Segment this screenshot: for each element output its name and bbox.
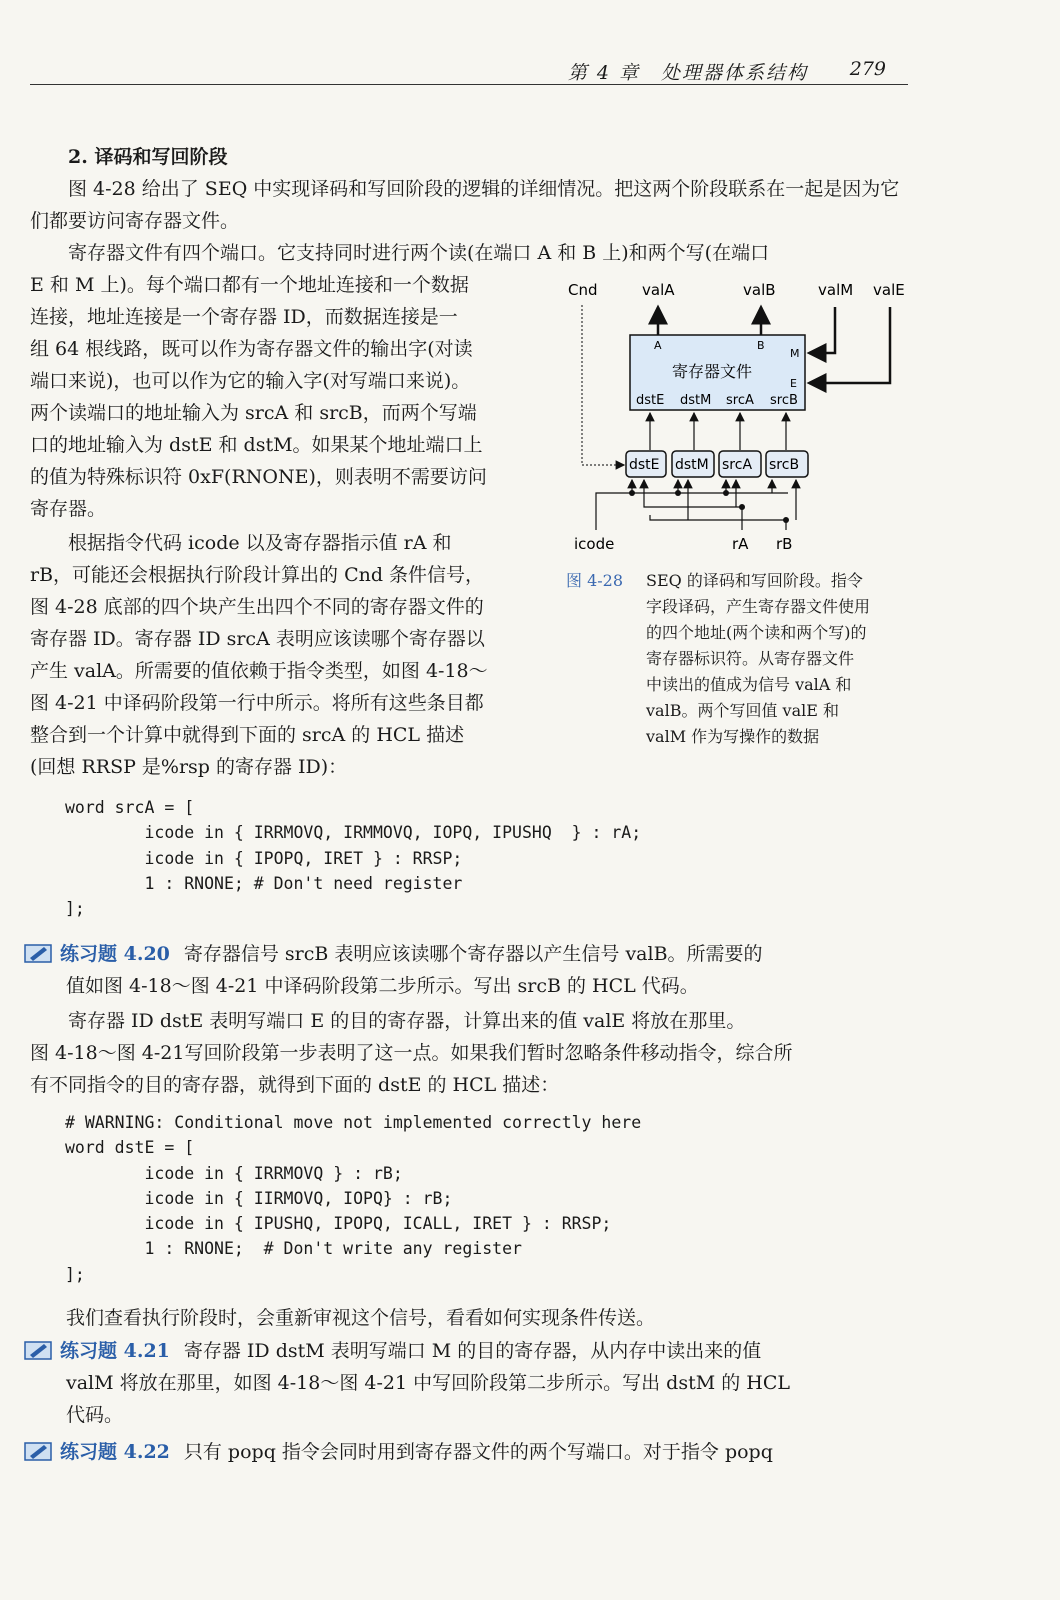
exercise-4-20: 练习题 4.20 寄存器信号 srcB 表明应该读哪个寄存器以产生信号 valB。所需要的 值如图 4-18～图 4-21 中译码阶段第二步所示。写出 srcB 的 HCL 代码。 <box>24 938 908 1002</box>
input-srca-label: srcA <box>726 393 754 408</box>
paragraph-intro: 图 4-28 给出了 SEQ 中实现译码和写回阶段的逻辑的详细情况。把这两个阶段联系在一起是因为它们都要访问寄存器文件。 <box>30 178 900 232</box>
port-a-label: A <box>654 339 662 352</box>
page-number: 279 <box>849 58 886 80</box>
block-dste-label: dstE <box>629 457 660 473</box>
block-dstm-label: dstM <box>675 457 709 473</box>
running-header <box>30 58 908 85</box>
figure-4-28 <box>560 275 920 560</box>
input-dstm-label: dstM <box>680 393 712 408</box>
paragraph-decode: 根据指令代码 icode 以及寄存器指示值 rA 和 rB，可能还会根据执行阶段计算出的 Cnd 条件信号， 图 4-28 底部的四个块产生出四个不同的寄存器文件的 寄存器 ID。寄存器 ID srcA 表明应该读哪个寄存器以 产生 valA。所需要的值依赖于指令类型，如图 4-18～ 图 4-21 中译码阶段第一行中所示。将所有这些条目都 整合到一个计算中就得到下面的 srcA 的 HCL 描述 (回想 RRSP 是%rsp 的寄存器 ID)： <box>30 532 488 778</box>
exercise-4-22: 练习题 4.22 只有 popq 指令会同时用到寄存器文件的两个写端口。对于指令 popq <box>24 1436 908 1468</box>
block-srca-label: srcA <box>722 457 753 473</box>
exercise-pencil-icon <box>24 942 52 964</box>
port-m-label: M <box>790 347 800 360</box>
paragraph-ports-line1: 寄存器文件有四个端口。它支持同时进行两个读(在端口 A 和 B 上)和两个写(在端口 <box>68 242 770 264</box>
code-srca: word srcA = [ icode in { IRRMOVQ, IRMMOVQ, IOPQ, IPUSHQ } : rA; icode in { IPOPQ, IRET } : RRSP; 1 : RNONE; # Don't need register ]; <box>65 798 642 919</box>
exercise-pencil-icon <box>24 1440 52 1462</box>
signal-valm: valM <box>818 281 854 299</box>
block-srcb-label: srcB <box>769 457 800 473</box>
paragraph-ports: E 和 M 上)。每个端口都有一个地址连接和一个数据 连接，地址连接是一个寄存器 ID，而数据连接是一 组 64 根线路，既可以作为寄存器文件的输出字(对读 端口来说)，也可以作为它的输入字(对写端口来说)。 两个读端口的地址输入为 srcA 和 srcB，而两个写端 口的地址输入为 dstE 和 dstM。如果某个地址端口上 的值为特殊标识符 0xF(RNONE)，则表明不需要访问 寄存器。 <box>30 274 487 520</box>
exercise-4-21: 练习题 4.21 寄存器 ID dstM 表明写端口 M 的目的寄存器，从内存中读出来的值 valM 将放在那里，如图 4-18～图 4-21 中写回阶段第二步所示。写出 dstM 的 HCL 代码。 <box>24 1335 908 1431</box>
section-title: 2. 译码和写回阶段 <box>68 146 228 168</box>
figure-label: 图 4-28 <box>566 571 624 590</box>
signal-vala: valA <box>642 281 675 299</box>
port-b-label: B <box>757 339 765 352</box>
signal-icode: icode <box>574 535 615 553</box>
exercise-pencil-icon <box>24 1339 52 1361</box>
register-file-title: 寄存器文件 <box>672 362 753 381</box>
input-srcb-label: srcB <box>770 393 798 408</box>
signal-vale: valE <box>873 281 905 299</box>
signal-ra: rA <box>732 535 749 553</box>
signal-valb: valB <box>743 281 776 299</box>
port-e-label: E <box>790 377 797 390</box>
paragraph-dste: 寄存器 ID dstE 表明写端口 E 的目的寄存器，计算出来的值 valE 将放在那里。 图 4-18～图 4-21写回阶段第一步表明了这一点。如果我们暂时忽略条件移动指令，综合所 有不同指令的目的寄存器，就得到下面的 dstE 的 HCL 描述： <box>30 1010 793 1096</box>
signal-rb: rB <box>776 535 793 553</box>
input-dste-label: dstE <box>636 393 665 408</box>
signal-cnd: Cnd <box>568 281 598 299</box>
paragraph-conditional: 我们查看执行阶段时，会重新审视这个信号，看看如何实现条件传送。 <box>66 1307 656 1329</box>
code-dste: # WARNING: Conditional move not implemented correctly here word dstE = [ icode in { IRRMOVQ } : rB; icode in { IIRMOVQ, IOPQ} : rB; icode in { IPUSHQ, IPOPQ, ICALL, IRET } : RRSP; 1 : RNONE; # Don't write any register ]; <box>65 1113 642 1284</box>
chapter-title: 第 4 章 处理器体系结构 <box>567 62 808 84</box>
